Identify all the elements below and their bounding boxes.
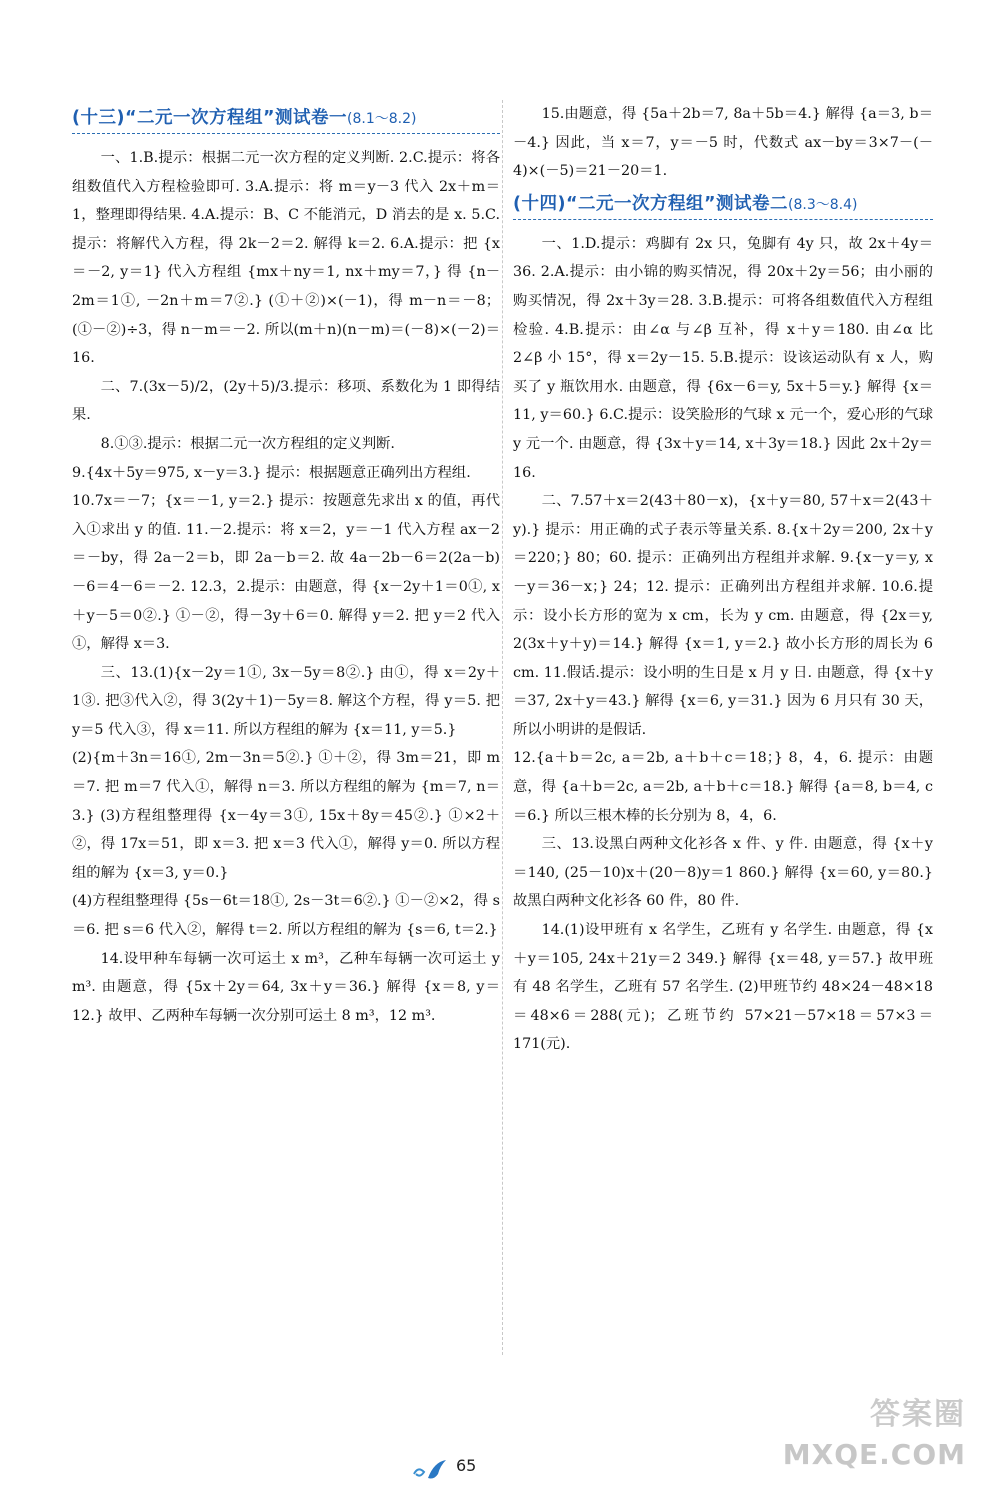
answer-paragraph: 9.{4x＋5y＝975, x－y＝3.} 提示：根据题意正确列出方程组.: [72, 464, 471, 481]
column-divider: [502, 100, 503, 1355]
page-number: 65: [456, 1456, 477, 1475]
watermark-logo: [782, 1397, 986, 1481]
answer-paragraph: (2){m＋3n＝16①, 2m－3n＝5②.} ①＋②，得 3m＝21，即 m＝7. 把 m＝7 代入①，解得 n＝3. 所以方程组的解为 {m＝7, n＝3.} (3)方程组整理得 {x－4y＝3①, 15x＋8y＝45②.} ①×2＋②，得 17x＝51，即 x＝3. 把 x＝3 代入①，解得 y＝0. 所以方程组的解为 {x＝3, y＝0.}: [72, 750, 500, 881]
section-title: (十三)“二元一次方程组”测试卷一: [72, 108, 347, 128]
answer-paragraph: 14.(1)设甲班有 x 名学生，乙班有 y 名学生. 由题意，得 {x＋y＝105, 24x＋21y＝2 349.} 解得 {x＝48, y＝57.} 故甲班有 48 名学生，乙班有 57 名学生. (2)甲班节约 48×24－48×18＝48×6＝288(元)；乙班节约 57×21－57×18＝57×3＝171(元).: [513, 922, 934, 1053]
section-range: (8.1～8.2): [347, 111, 417, 127]
answer-paragraph: (4)方程组整理得 {5s－6t＝18①, 2s－3t＝6②.} ①－②×2，得 s＝6. 把 s＝6 代入②，解得 t＝2. 所以方程组的解为 {s＝6, t＝2.}: [72, 893, 500, 939]
answer-paragraph: 二、7.57＋x＝2(43＋80－x)，{x＋y＝80, 57＋x＝2(43＋y).} 提示：用正确的式子表示等量关系. 8.{x＋2y＝200, 2x＋y＝220；} 80；60. 提示：正确列出方程组并求解. 9.{x－y＝y, x－y＝36－x；} 24；12. 提示：正确列出方程组并求解. 10.6.提示：设小长方形的宽为 x cm，长为 y cm. 由题意，得 {2x＝y, 2(3x＋y＋y)＝14.} 解得 {x＝1, y＝2.} 故小长方形的周长为 6 cm. 11.假话.提示：设小明的生日是 x 月 y 日. 由题意，得 {x＋y＝37, 2x＋y＝43.} 解得 {x＝6, y＝31.} 因为 6 月只有 30 天，所以小明讲的是假话.: [513, 493, 933, 738]
left-column: [72, 100, 500, 1030]
answer-paragraph: 10.7x＝－7；{x＝－1, y＝2.} 提示：按题意先求出 x 的值，再代入①求出 y 的值. 11.－2.提示：将 x＝2，y＝－1 代入方程 ax－2＝－by，得 2a－2＝b，即 2a－b＝2. 故 4a－2b－6＝2(2a－b)－6＝4－6＝－2. 12.3，2.提示：由题意，得 {x－2y＋1＝0①, x＋y－5＝0②.} ①－②，得－3y＋6＝0. 解得 y＝2. 把 y＝2 代入①，解得 x＝3.: [72, 493, 500, 653]
answer-paragraph: 三、13.(1){x－2y＝1①, 3x－5y＝8②.} 由①，得 x＝2y＋1③. 把③代入②，得 3(2y＋1)－5y＝8. 解这个方程，得 y＝5. 把 y＝5 代入③，得 x＝11. 所以方程组的解为 {x＝11, y＝5.}: [72, 664, 500, 738]
watermark-title: 答案圈: [870, 1397, 966, 1432]
answer-paragraph: 14.设甲种车每辆一次可运土 x m³，乙种车每辆一次可运土 y m³. 由题意，得 {5x＋2y＝64, 3x＋y＝36.} 解得 {x＝8, y＝12.} 故甲、乙两种车每辆一次分别可运土 8 m³，12 m³.: [72, 950, 500, 1024]
right-column: [513, 100, 933, 1059]
answer-paragraph: 二、7.(3x－5)/2，(2y＋5)/3.提示：移项、系数化为 1 即得结果.: [72, 378, 500, 424]
answer-paragraph: 8.①③.提示：根据二元一次方程组的定义判断.: [100, 435, 395, 452]
section-range: (8.3～8.4): [788, 196, 858, 213]
answer-paragraph: 一、1.D.提示：鸡脚有 2x 只，兔脚有 4y 只，故 2x＋4y＝36. 2.A.提示：由小锦的购买情况，得 20x＋2y＝56；由小丽的购买情况，得 2x＋3y＝28. 3.B.提示：可将各组数值代入方程组检验. 4.B.提示：由∠α 与∠β 互补，得 x＋y＝180. 由∠α 比 2∠β 小 15°，得 x＝2y－15. 5.B.提示：设该运动队有 x 人，购买了 y 瓶饮用水. 由题意，得 {6x－6＝y, 5x＋5＝y.} 解得 {x＝11, y＝60.} 6.C.提示：设笑脸形的气球 x 元一个，爱心形的气球 y 元一个. 由题意，得 {3x＋y＝14, x＋3y＝18.} 因此 2x＋2y＝16.: [513, 235, 933, 481]
answer-paragraph: 15.由题意，得 {5a＋2b＝7, 8a＋5b＝4.} 解得 {a＝3, b＝－4.} 因此，当 x＝7，y＝－5 时，代数式 ax－by＝3×7－(－4)×(－5)＝21－20＝1.: [513, 106, 933, 180]
answer-paragraph: 一、1.B.提示：根据二元一次方程的定义判断. 2.C.提示：将各组数值代入方程检验即可. 3.A.提示：将 m＝y－3 代入 2x＋m＝1，整理即得结果. 4.A.提示：B、C 不能消元，D 消去的是 x. 5.C.提示：将解代入方程，得 2k－2＝2. 解得 k＝2. 6.A.提示：把 {x＝－2, y＝1} 代入方程组 {mx＋ny＝1, nx＋my＝7，} 得 {n－2m＝1①, －2n＋m＝7②.} (①＋②)×(－1)，得 m－n＝－8；(①－②)÷3，得 n－m＝－2. 所以(m＋n)(n－m)＝(－8)×(－2)＝16.: [72, 150, 500, 367]
section-heading-14: [513, 190, 933, 220]
swirl-logo-icon: [410, 1456, 450, 1482]
answer-paragraph: 三、13.设黑白两种文化衫各 x 件、y 件. 由题意，得 {x＋y＝140, (25－10)x＋(20－8)y＝1 860.} 解得 {x＝60, y＝80.} 故黑白两种文化衫各 60 件，80 件.: [513, 836, 933, 910]
section-title: (十四)“二元一次方程组”测试卷二: [513, 193, 788, 214]
answer-paragraph: 12.{a＋b＝2c, a＝2b, a＋b＋c＝18；} 8，4，6. 提示：由题意，得 {a＋b＝2c, a＝2b, a＋b＋c＝18.} 解得 {a＝8, b＝4, c＝6.} 所以三根木棒的长分别为 8，4，6.: [513, 750, 933, 824]
watermark-url: MXQE.COM: [782, 1438, 966, 1471]
section-heading-13: [72, 104, 500, 134]
